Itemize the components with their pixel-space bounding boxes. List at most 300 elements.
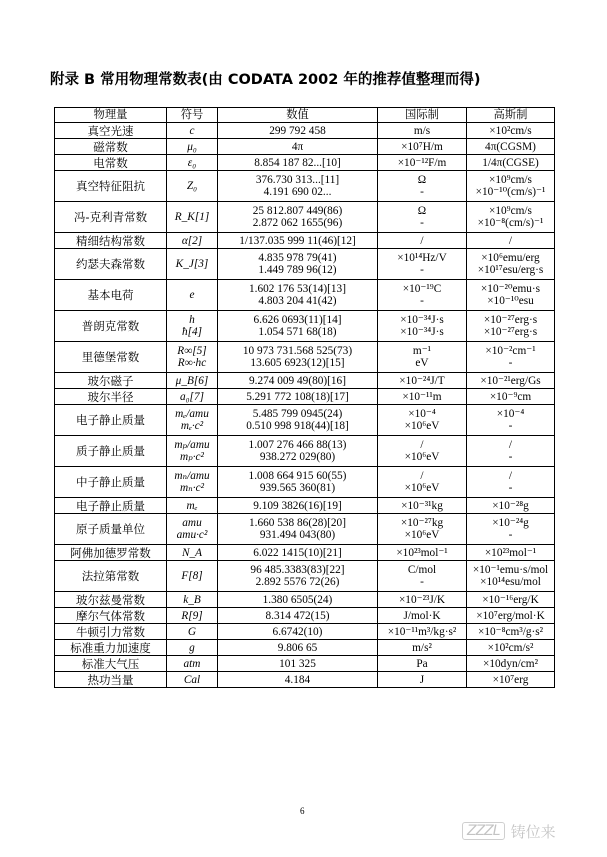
symbol-cell-line: μ₀	[187, 140, 197, 153]
value-cell	[218, 249, 378, 280]
value-cell	[218, 139, 378, 155]
symbol-cell-line: e	[189, 289, 195, 301]
symbol-cell-line: h	[189, 314, 195, 326]
value-cell-line: 9.806 65	[277, 641, 318, 654]
table-row	[55, 436, 555, 467]
value-cell	[218, 656, 378, 672]
symbol-cell-line: Z₀	[186, 180, 198, 192]
value-cell-line: 9.274 009 49(80)[16]	[249, 374, 346, 387]
quantity-name-cell: 原子质量单位	[55, 514, 167, 545]
symbol-cell-line: a₀[7]	[179, 390, 205, 403]
table-row	[55, 592, 555, 608]
quantity-name-cell: 标准大气压	[55, 656, 167, 672]
value-cell	[218, 373, 378, 389]
symbol-cell-line: k_B	[183, 593, 201, 606]
gauss-unit-cell	[467, 608, 555, 624]
gauss-unit-cell-line: /	[508, 470, 513, 482]
symbol-cell-line: mₚ/amu	[174, 439, 210, 451]
table-row	[55, 155, 555, 171]
quantity-name-cell: 里德堡常数	[55, 342, 167, 373]
gauss-unit-cell	[467, 405, 555, 436]
value-cell-line: 10 973 731.568 525(73)	[242, 345, 353, 357]
si-unit-cell-line: m/s²	[412, 641, 432, 654]
si-unit-cell-line: /	[420, 470, 424, 482]
symbol-cell-line: R[9]	[181, 609, 203, 622]
quantity-name-cell: 电常数	[55, 155, 167, 171]
si-unit-cell	[378, 514, 467, 545]
table-row	[55, 545, 555, 561]
gauss-unit-cell-line: ×10⁻²⁷erg·s	[483, 326, 538, 338]
table-row	[55, 640, 555, 656]
symbol-cell	[167, 123, 218, 139]
quantity-name-cell: 质子静止质量	[55, 436, 167, 467]
symbol-cell-line: K_J[3]	[175, 258, 209, 270]
table-row	[55, 514, 555, 545]
si-unit-cell-line: ×10⁷H/m	[401, 140, 443, 153]
symbol-cell-line: μ_B[6]	[175, 374, 209, 387]
value-cell-line: 2.872 062 1655(96)	[252, 217, 343, 229]
si-unit-cell	[378, 561, 467, 592]
gauss-unit-cell	[467, 373, 555, 389]
value-cell-line: 1/137.035 999 11(46)[12]	[239, 234, 356, 247]
symbol-cell-line: α[2]	[181, 234, 203, 247]
gauss-unit-cell	[467, 672, 555, 688]
si-unit-cell	[378, 202, 467, 233]
si-unit-cell	[378, 405, 467, 436]
quantity-name-cell: 牛顿引力常数	[55, 624, 167, 640]
si-unit-cell-line: ×10⁻³¹kg	[401, 499, 443, 512]
value-cell-line: 9.109 3826(16)[19]	[253, 499, 342, 512]
symbol-cell	[167, 608, 218, 624]
table-row	[55, 624, 555, 640]
si-unit-cell-line: ×10⁻²⁴J/T	[399, 374, 445, 387]
si-unit-cell	[378, 592, 467, 608]
si-unit-cell-line: Ω	[417, 205, 427, 217]
quantity-name-cell: 真空特征阻抗	[55, 171, 167, 202]
quantity-name-cell: 玻尔兹曼常数	[55, 592, 167, 608]
value-cell-line: 939.565 360(81)	[259, 482, 336, 494]
symbol-cell	[167, 405, 218, 436]
header-si-unit: 国际制	[378, 108, 467, 123]
si-unit-cell-line: Ω	[417, 174, 427, 186]
si-unit-cell-line: ×10⁻¹⁹C	[402, 283, 442, 295]
page-title: 附录 B 常用物理常数表(由 CODATA 2002 年的推荐值整理而得)	[50, 72, 481, 88]
quantity-name-cell: 精细结构常数	[55, 233, 167, 249]
value-cell-line: 1.660 538 86(28)[20]	[249, 517, 346, 529]
symbol-cell-line: G	[187, 625, 197, 638]
gauss-unit-cell-line: ×10⁻¹⁰esu	[487, 295, 534, 307]
si-unit-cell-line: ×10²³mol⁻¹	[396, 546, 448, 559]
gauss-unit-cell-line: 4π(CGSM)	[485, 140, 536, 153]
symbol-cell	[167, 514, 218, 545]
value-cell-line: 376.730 313...[11]	[255, 174, 340, 186]
symbol-cell-line: mₚ·c²	[180, 451, 204, 463]
symbol-cell	[167, 624, 218, 640]
value-cell-line: 8.314 472(15)	[265, 609, 330, 622]
symbol-cell	[167, 561, 218, 592]
table-row	[55, 656, 555, 672]
gauss-unit-cell-line: ×10⁻²¹erg/Gs	[480, 374, 541, 387]
watermark	[462, 818, 602, 844]
gauss-unit-cell	[467, 123, 555, 139]
quantity-name-cell: 磁常数	[55, 139, 167, 155]
si-unit-cell-line: /	[420, 439, 424, 451]
quantity-name-cell: 冯-克利青常数	[55, 202, 167, 233]
header-symbol: 符号	[167, 108, 218, 123]
value-cell-line: 0.510 998 918(44)[18]	[246, 420, 349, 432]
gauss-unit-cell	[467, 311, 555, 342]
gauss-unit-cell-line: -	[508, 357, 513, 369]
symbol-cell-line: ħ[4]	[181, 326, 203, 338]
si-unit-cell-line: -	[420, 217, 424, 229]
symbol-cell-line: c	[189, 124, 195, 137]
symbol-cell	[167, 498, 218, 514]
value-cell-line: 299 792 458	[269, 124, 326, 137]
si-unit-cell	[378, 545, 467, 561]
si-unit-cell-line: J	[419, 673, 425, 686]
quantity-name-cell: 中子静止质量	[55, 467, 167, 498]
gauss-unit-cell-line: ×10²cm/s²	[487, 641, 534, 654]
watermark-logo: ZZZL	[462, 822, 505, 840]
symbol-cell-line: Cal	[183, 673, 201, 686]
table-row	[55, 672, 555, 688]
table-row	[55, 233, 555, 249]
symbol-cell-line: mₙ/amu	[174, 470, 210, 482]
gauss-unit-cell	[467, 436, 555, 467]
si-unit-cell	[378, 436, 467, 467]
symbol-cell-line: amu	[182, 517, 202, 529]
symbol-cell	[167, 139, 218, 155]
table-row	[55, 202, 555, 233]
gauss-unit-cell-line: ×10⁻²⁴g	[492, 517, 529, 529]
value-cell	[218, 405, 378, 436]
gauss-unit-cell-line: ×10¹⁴esu/mol	[480, 576, 541, 588]
value-cell-line: 6.6742(10)	[272, 625, 323, 638]
value-cell-line: 6.022 1415(10)[21]	[253, 546, 342, 559]
value-cell	[218, 640, 378, 656]
value-cell	[218, 280, 378, 311]
symbol-cell-line: R_K[1]	[174, 211, 210, 223]
table-row	[55, 608, 555, 624]
gauss-unit-cell	[467, 155, 555, 171]
si-unit-cell	[378, 467, 467, 498]
gauss-unit-cell-line: ×10⁻⁸cm³/g·s²	[477, 625, 544, 638]
gauss-unit-cell-line: ×10⁻¹emu·s/mol	[472, 564, 549, 576]
si-unit-cell	[378, 311, 467, 342]
value-cell	[218, 561, 378, 592]
si-unit-cell-line: -	[420, 295, 424, 307]
value-cell-line: 1.602 176 53(14)[13]	[249, 283, 346, 295]
si-unit-cell	[378, 672, 467, 688]
value-cell	[218, 233, 378, 249]
value-cell-line: 1.008 664 915 60(55)	[248, 470, 347, 482]
gauss-unit-cell-line: ×10⁶emu/erg	[481, 252, 540, 264]
gauss-unit-cell	[467, 389, 555, 405]
symbol-cell	[167, 373, 218, 389]
value-cell	[218, 592, 378, 608]
gauss-unit-cell-line: ×10⁻⁸(cm/s)⁻¹	[477, 217, 544, 229]
header-gauss-unit: 高斯制	[467, 108, 555, 123]
gauss-unit-cell-line: ×10⁻⁴	[496, 408, 525, 420]
table-row	[55, 373, 555, 389]
symbol-cell	[167, 656, 218, 672]
symbol-cell-line: mₑ·c²	[180, 420, 204, 432]
symbol-cell	[167, 592, 218, 608]
symbol-cell-line: N_A	[181, 546, 203, 559]
si-unit-cell-line: ×10⁻³⁴J·s	[400, 314, 444, 326]
gauss-unit-cell	[467, 342, 555, 373]
table-row	[55, 342, 555, 373]
table-header-row	[55, 108, 555, 123]
si-unit-cell-line: /	[420, 234, 424, 247]
gauss-unit-cell-line: ×10⁹cm/s	[489, 205, 532, 217]
value-cell-line: 1.380 6505(24)	[262, 593, 333, 606]
table-row	[55, 405, 555, 436]
quantity-name-cell: 玻尔磁子	[55, 373, 167, 389]
table-row	[55, 498, 555, 514]
value-cell	[218, 171, 378, 202]
si-unit-cell-line: J/mol·K	[403, 609, 441, 622]
value-cell-line: 4.184	[284, 673, 311, 686]
symbol-cell	[167, 233, 218, 249]
value-cell	[218, 342, 378, 373]
quantity-name-cell: 真空光速	[55, 123, 167, 139]
gauss-unit-cell-line: -	[508, 451, 513, 463]
gauss-unit-cell	[467, 233, 555, 249]
value-cell-line: 4π	[291, 140, 304, 153]
table-body	[55, 123, 555, 688]
gauss-unit-cell-line: -	[508, 420, 513, 432]
quantity-name-cell: 标准重力加速度	[55, 640, 167, 656]
value-cell-line: 4.191 690 02...	[263, 186, 332, 198]
value-cell-line: 6.626 0693(11)[14]	[253, 314, 342, 326]
value-cell	[218, 389, 378, 405]
si-unit-cell	[378, 373, 467, 389]
watermark-text: 铸位来	[510, 822, 556, 841]
quantity-name-cell: 阿佛加德罗常数	[55, 545, 167, 561]
si-unit-cell-line: m/s	[413, 124, 431, 137]
page-number: 6	[300, 806, 305, 816]
value-cell	[218, 545, 378, 561]
value-cell-line: 96 485.3383(83)[22]	[250, 564, 345, 576]
gauss-unit-cell-line: -	[508, 529, 513, 541]
table-row	[55, 389, 555, 405]
si-unit-cell	[378, 280, 467, 311]
quantity-name-cell: 约瑟夫森常数	[55, 249, 167, 280]
symbol-cell	[167, 342, 218, 373]
si-unit-cell-line: ×10⁻²⁷kg	[400, 517, 444, 529]
gauss-unit-cell	[467, 202, 555, 233]
header-value: 数值	[218, 108, 378, 123]
si-unit-cell-line: ×10⁻³⁴J·s	[400, 326, 444, 338]
si-unit-cell-line: ×10⁶eV	[404, 529, 440, 541]
quantity-name-cell: 法拉第常数	[55, 561, 167, 592]
si-unit-cell-line: ×10⁶eV	[404, 420, 440, 432]
si-unit-cell-line: ×10⁻¹¹m³/kg·s²	[387, 625, 457, 638]
symbol-cell-line: g	[189, 641, 195, 654]
si-unit-cell-line: ×10¹⁴Hz/V	[397, 252, 447, 264]
gauss-unit-cell-line: ×10⁷erg/mol·K	[476, 609, 545, 622]
symbol-cell	[167, 545, 218, 561]
gauss-unit-cell-line: ×10⁻²⁰emu·s	[480, 283, 541, 295]
gauss-unit-cell-line: 1/4π(CGSE)	[482, 156, 539, 169]
symbol-cell-line: ε₀	[187, 156, 197, 169]
value-cell-line: 1.007 276 466 88(13)	[248, 439, 347, 451]
symbol-cell	[167, 280, 218, 311]
header-quantity: 物理量	[55, 108, 167, 123]
symbol-cell-line: R∞[5]	[177, 345, 207, 357]
si-unit-cell-line: -	[420, 264, 424, 276]
gauss-unit-cell	[467, 592, 555, 608]
quantity-name-cell: 电子静止质量	[55, 405, 167, 436]
value-cell-line: 5.291 772 108(18)[17]	[246, 390, 349, 403]
gauss-unit-cell-line: ×10⁻¹⁰(cm/s)⁻¹	[475, 186, 546, 198]
gauss-unit-cell	[467, 171, 555, 202]
value-cell-line: 8.854 187 82...[10]	[254, 156, 341, 169]
gauss-unit-cell-line: ×10⁷erg	[492, 673, 529, 686]
symbol-cell	[167, 389, 218, 405]
si-unit-cell	[378, 640, 467, 656]
table-row	[55, 311, 555, 342]
si-unit-cell-line: Pa	[416, 657, 428, 670]
si-unit-cell	[378, 624, 467, 640]
gauss-unit-cell	[467, 249, 555, 280]
gauss-unit-cell	[467, 545, 555, 561]
symbol-cell-line: F[8]	[181, 570, 203, 582]
value-cell	[218, 608, 378, 624]
gauss-unit-cell	[467, 640, 555, 656]
quantity-name-cell: 玻尔半径	[55, 389, 167, 405]
gauss-unit-cell-line: ×10⁻²⁸g	[492, 499, 529, 512]
gauss-unit-cell-line: ×10⁻¹⁶erg/K	[482, 593, 539, 606]
si-unit-cell-line: eV	[415, 357, 429, 369]
gauss-unit-cell-line: ×10²cm/s	[489, 124, 532, 137]
value-cell-line: 2.892 5576 72(26)	[255, 576, 340, 588]
value-cell-line: 938.272 029(80)	[259, 451, 336, 463]
si-unit-cell-line: C/mol	[407, 564, 437, 576]
constants-table	[54, 107, 555, 688]
si-unit-cell	[378, 656, 467, 672]
symbol-cell	[167, 155, 218, 171]
si-unit-cell-line: -	[420, 186, 424, 198]
si-unit-cell-line: -	[420, 576, 424, 588]
gauss-unit-cell-line: ×10²³mol⁻¹	[484, 546, 537, 559]
value-cell	[218, 123, 378, 139]
value-cell	[218, 672, 378, 688]
symbol-cell-line: R∞·hc	[177, 357, 207, 369]
value-cell-line: 5.485 799 0945(24)	[252, 408, 343, 420]
table-row	[55, 249, 555, 280]
si-unit-cell-line: ×10⁻⁴	[408, 408, 436, 420]
value-cell	[218, 155, 378, 171]
table-row	[55, 280, 555, 311]
si-unit-cell-line: ×10⁶eV	[404, 482, 440, 494]
symbol-cell	[167, 467, 218, 498]
si-unit-cell	[378, 139, 467, 155]
gauss-unit-cell-line: /	[508, 234, 513, 247]
si-unit-cell	[378, 342, 467, 373]
gauss-unit-cell	[467, 139, 555, 155]
value-cell-line: 4.803 204 41(42)	[258, 295, 337, 307]
value-cell	[218, 467, 378, 498]
gauss-unit-cell	[467, 467, 555, 498]
quantity-name-cell: 热功当量	[55, 672, 167, 688]
gauss-unit-cell	[467, 514, 555, 545]
symbol-cell	[167, 672, 218, 688]
si-unit-cell-line: ×10⁶eV	[404, 451, 440, 463]
value-cell	[218, 624, 378, 640]
si-unit-cell	[378, 608, 467, 624]
gauss-unit-cell-line: /	[508, 439, 513, 451]
gauss-unit-cell	[467, 498, 555, 514]
si-unit-cell	[378, 233, 467, 249]
symbol-cell	[167, 171, 218, 202]
si-unit-cell	[378, 389, 467, 405]
symbol-cell-line: mₙ·c²	[180, 482, 204, 494]
value-cell	[218, 514, 378, 545]
value-cell	[218, 202, 378, 233]
gauss-unit-cell-line: ×10⁹cm/s	[489, 174, 532, 186]
si-unit-cell-line: m⁻¹	[412, 345, 432, 357]
symbol-cell-line: atm	[183, 657, 201, 670]
table-row	[55, 139, 555, 155]
si-unit-cell	[378, 249, 467, 280]
si-unit-cell-line: ×10⁻¹¹m	[402, 390, 442, 403]
quantity-name-cell: 摩尔气体常数	[55, 608, 167, 624]
gauss-unit-cell-line: -	[508, 482, 513, 494]
quantity-name-cell: 普朗克常数	[55, 311, 167, 342]
gauss-unit-cell	[467, 624, 555, 640]
value-cell-line: 4.835 978 79(41)	[258, 252, 337, 264]
value-cell	[218, 498, 378, 514]
gauss-unit-cell-line: ×10⁻⁹cm	[489, 390, 532, 403]
gauss-unit-cell-line: ×10⁻²⁷erg·s	[483, 314, 538, 326]
value-cell	[218, 436, 378, 467]
table-row	[55, 561, 555, 592]
value-cell-line: 25 812.807 449(86)	[252, 205, 343, 217]
gauss-unit-cell	[467, 656, 555, 672]
quantity-name-cell: 电子静止质量	[55, 498, 167, 514]
symbol-cell	[167, 202, 218, 233]
si-unit-cell	[378, 155, 467, 171]
value-cell-line: 931.494 043(80)	[259, 529, 336, 541]
value-cell	[218, 311, 378, 342]
table-row	[55, 467, 555, 498]
si-unit-cell	[378, 498, 467, 514]
gauss-unit-cell-line: ×10dyn/cm²	[483, 657, 538, 670]
symbol-cell	[167, 311, 218, 342]
gauss-unit-cell	[467, 561, 555, 592]
si-unit-cell	[378, 171, 467, 202]
si-unit-cell	[378, 123, 467, 139]
gauss-unit-cell	[467, 280, 555, 311]
si-unit-cell-line: ×10⁻¹²F/m	[397, 156, 447, 169]
symbol-cell	[167, 640, 218, 656]
value-cell-line: 1.054 571 68(18)	[258, 326, 337, 338]
si-unit-cell-line: ×10⁻²³J/K	[398, 593, 446, 606]
gauss-unit-cell-line: ×10¹⁷esu/erg·s	[477, 264, 544, 276]
table-row	[55, 171, 555, 202]
symbol-cell-line: amu·c²	[176, 529, 208, 541]
symbol-cell	[167, 249, 218, 280]
value-cell-line: 1.449 789 96(12)	[258, 264, 337, 276]
symbol-cell-line: mₑ/amu	[175, 408, 209, 420]
value-cell-line: 101 325	[279, 657, 316, 670]
value-cell-line: 13.605 6923(12)[15]	[250, 357, 345, 369]
symbol-cell	[167, 436, 218, 467]
table-row	[55, 123, 555, 139]
quantity-name-cell: 基本电荷	[55, 280, 167, 311]
